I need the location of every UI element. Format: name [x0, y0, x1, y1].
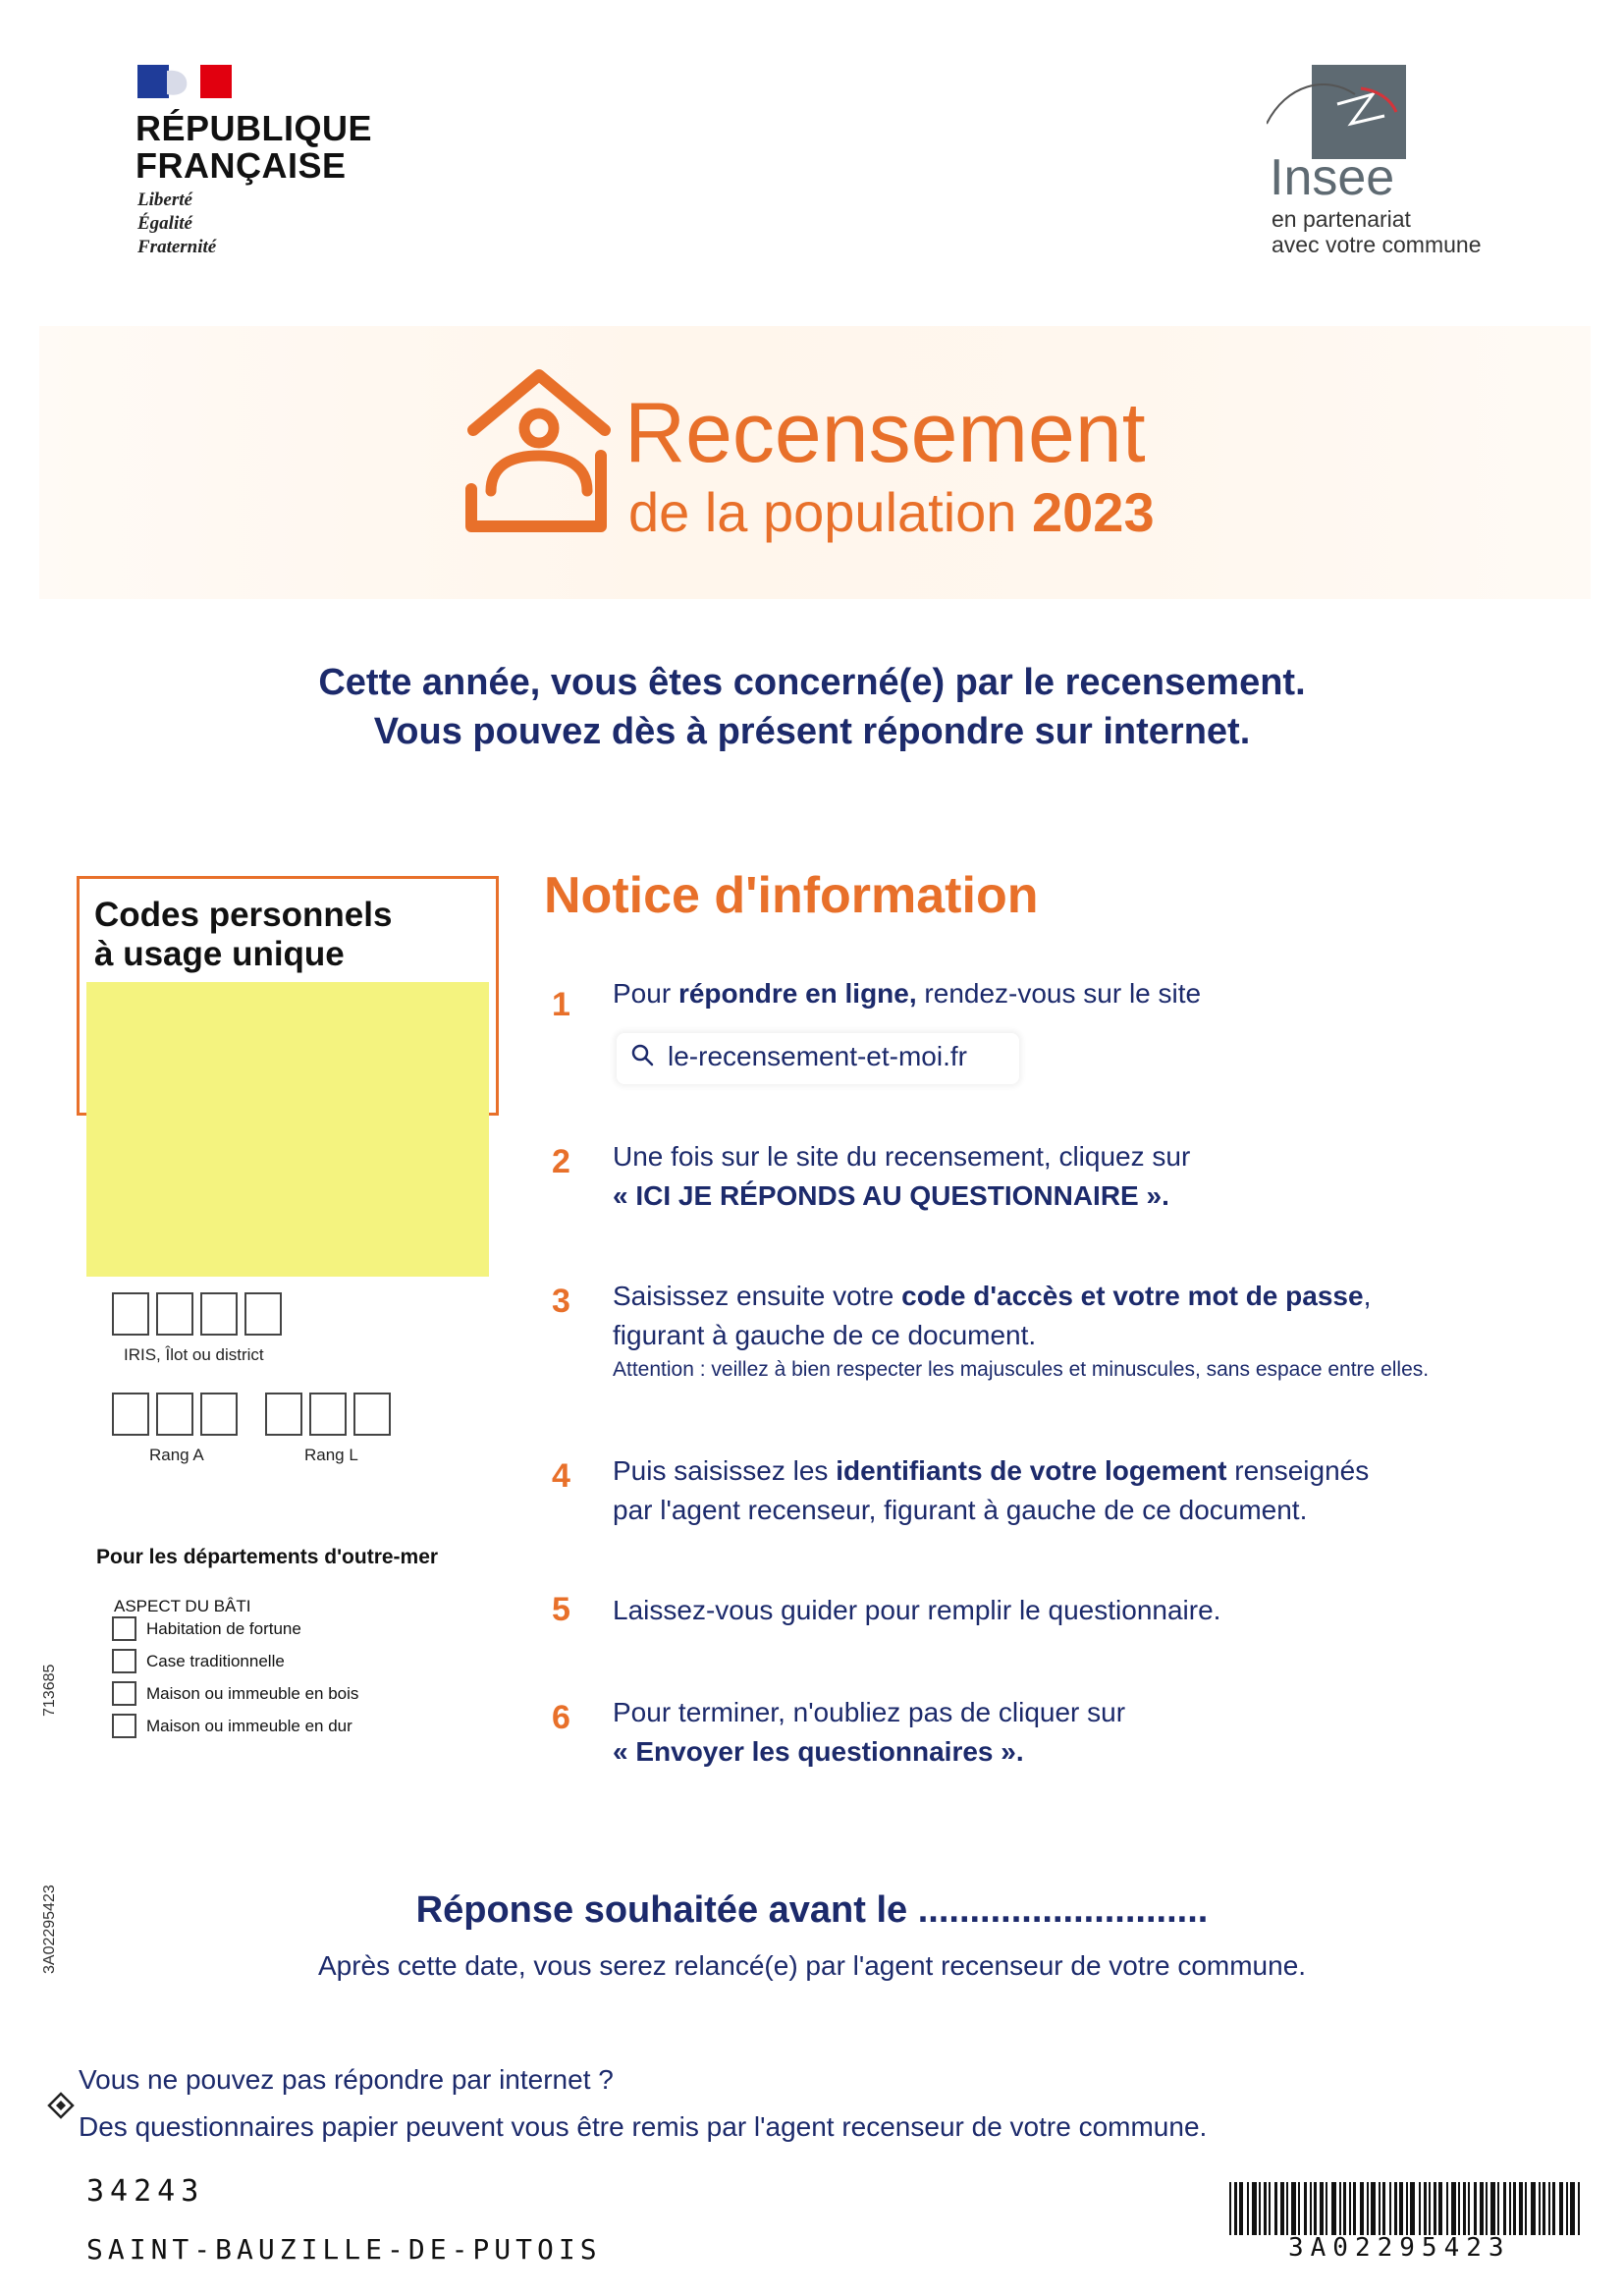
intro-text	[0, 658, 1624, 756]
barcode-bar	[1497, 2182, 1499, 2235]
step-5-text: Laissez-vous guider pour remplir le questionnaire.	[613, 1595, 1221, 1625]
barcode-bar	[1503, 2182, 1506, 2235]
aspect-checkbox[interactable]	[112, 1681, 136, 1706]
barcode-bar	[1234, 2182, 1237, 2235]
step-1-text	[613, 974, 1201, 1013]
iris-box[interactable]	[200, 1292, 238, 1336]
response-deadline-title: Réponse souhaitée avant le ............................	[415, 1889, 1209, 1931]
barcode-bar	[1320, 2182, 1324, 2235]
step-number: 4	[552, 1457, 570, 1495]
codes-title-line2: à usage unique	[94, 935, 345, 973]
search-icon	[628, 1041, 658, 1070]
rang-l-box[interactable]	[265, 1393, 302, 1436]
rang-a-box[interactable]	[112, 1393, 149, 1436]
iris-label: IRIS, Îlot ou district	[124, 1345, 264, 1364]
barcode-bar	[1274, 2182, 1277, 2235]
diamond-icon	[47, 2092, 75, 2119]
codes-title-line1: Codes personnels	[94, 896, 393, 934]
aspect-checkbox[interactable]	[112, 1616, 136, 1641]
barcode-bar	[1339, 2182, 1341, 2235]
barcode-bar	[1264, 2182, 1267, 2235]
iris-box[interactable]	[156, 1292, 193, 1336]
step-4-text	[613, 1451, 1369, 1530]
barcode-bar	[1419, 2182, 1421, 2235]
no-internet-answer: Des questionnaires papier peuvent vous être remis par l'agent recenseur de votre commune.	[79, 2111, 1208, 2142]
barcode-bar	[1304, 2182, 1307, 2235]
aspect-label: ASPECT DU BÂTI	[114, 1597, 251, 1615]
recensement-url-link[interactable]: le-recensement-et-moi.fr	[668, 1041, 967, 1071]
aspect-option[interactable]	[112, 1681, 358, 1706]
republique-line1: RÉPUBLIQUE	[135, 108, 373, 148]
barcode-bar	[1559, 2182, 1563, 2235]
barcode-bar	[1252, 2182, 1257, 2235]
barcode-icon	[1227, 2182, 1583, 2235]
barcode-bar	[1286, 2182, 1288, 2235]
barcode-bar	[1519, 2182, 1523, 2235]
barcode-bar	[1371, 2182, 1376, 2235]
step-1-bold: répondre en ligne,	[677, 978, 917, 1009]
step-2-line1: Une fois sur le site du recensement, cliquez sur	[613, 1141, 1191, 1172]
barcode-bar	[1468, 2182, 1470, 2235]
barcode-bar	[1548, 2182, 1550, 2235]
barcode-bar	[1367, 2182, 1369, 2235]
step-3-note: Attention : veillez à bien respecter les majuscules et minuscules, sans espace entre elles.	[613, 1358, 1430, 1381]
dom-title: Pour les départements d'outre-mer	[96, 1546, 439, 1568]
republique-francaise-name	[135, 110, 372, 185]
insee-partnership	[1272, 206, 1481, 257]
step-number: 6	[552, 1699, 570, 1736]
town-name: SAINT-BAUZILLE-DE-PUTOIS	[86, 2233, 602, 2266]
barcode-bar	[1509, 2182, 1511, 2235]
intro-line1: Cette année, vous êtes concerné(e) par le recensement.	[318, 662, 1306, 703]
barcode-bar	[1280, 2182, 1284, 2235]
barcode-bar	[1269, 2182, 1271, 2235]
barcode-bar	[1326, 2182, 1327, 2235]
aspect-checkbox[interactable]	[112, 1649, 136, 1673]
barcode-bar	[1229, 2182, 1231, 2235]
step-2-text	[613, 1137, 1190, 1216]
postcode: 34243	[86, 2174, 205, 2209]
step-3-post: ,	[1363, 1281, 1372, 1311]
aspect-option-label: Case traditionnelle	[146, 1651, 285, 1670]
step-3-text	[613, 1277, 1429, 1385]
barcode-bar	[1259, 2182, 1261, 2235]
step-4-line2: par l'agent recenseur, figurant à gauche de ce document.	[613, 1495, 1308, 1525]
barcode-bar	[1531, 2182, 1536, 2235]
barcode-bar	[1480, 2182, 1484, 2235]
iris-code-boxes[interactable]	[112, 1292, 289, 1336]
step-number: 1	[552, 986, 570, 1023]
iris-box[interactable]	[112, 1292, 149, 1336]
insee-sub-line2: avec votre commune	[1272, 232, 1482, 257]
aspect-option-label: Habitation de fortune	[146, 1618, 301, 1638]
rang-l-box[interactable]	[353, 1393, 391, 1436]
banner-title: Recensement	[624, 386, 1146, 480]
step-number: 2	[552, 1143, 570, 1180]
barcode-bar	[1353, 2182, 1356, 2235]
banner-subtitle	[628, 483, 1155, 542]
step-2-line2: « ICI JE RÉPONDS AU QUESTIONNAIRE ».	[613, 1180, 1169, 1211]
barcode-bar	[1424, 2182, 1427, 2235]
rang-a-boxes[interactable]	[112, 1393, 244, 1436]
barcode-bar	[1486, 2182, 1488, 2235]
insee-logo-icon	[1267, 65, 1406, 159]
barcode-bar	[1434, 2182, 1436, 2235]
motto-fraternite: Fraternité	[137, 237, 217, 257]
barcode-bar	[1566, 2182, 1568, 2235]
barcode-bar	[1543, 2182, 1545, 2235]
barcode-bar	[1490, 2182, 1495, 2235]
barcode-bar	[1552, 2182, 1555, 2235]
step-3-bold: code d'accès et votre mot de passe	[901, 1281, 1364, 1311]
house-person-icon	[461, 365, 617, 540]
motto-egalite: Égalité	[137, 213, 192, 234]
barcode-bar	[1247, 2182, 1249, 2235]
barcode-bar	[1513, 2182, 1516, 2235]
barcode-bar	[1429, 2182, 1431, 2235]
banner-subtitle-text: de la population	[628, 481, 1017, 543]
barcode-bar	[1298, 2182, 1300, 2235]
barcode-bar	[1399, 2182, 1403, 2235]
barcode-bar	[1291, 2182, 1296, 2235]
barcode-bar	[1525, 2182, 1527, 2235]
step-1-pre: Pour	[613, 978, 678, 1009]
no-internet-question: Vous ne pouvez pas répondre par internet ?	[79, 2064, 614, 2095]
republic-motto	[137, 189, 216, 259]
barcode-bar	[1438, 2182, 1442, 2235]
barcode-bar	[1570, 2182, 1575, 2235]
codes-title	[94, 896, 392, 974]
rang-a-box[interactable]	[156, 1393, 193, 1436]
aspect-option[interactable]	[112, 1649, 285, 1673]
step-3-line2: figurant à gauche de ce document.	[613, 1320, 1037, 1350]
step-6-line2: « Envoyer les questionnaires ».	[613, 1736, 1024, 1767]
motto-liberte: Liberté	[137, 190, 192, 210]
barcode-bar	[1349, 2182, 1351, 2235]
intro-line2: Vous pouvez dès à présent répondre sur internet.	[373, 711, 1251, 752]
barcode-bar	[1451, 2182, 1456, 2235]
side-code-2: 3A02295423	[41, 1885, 58, 1974]
step-number: 5	[552, 1591, 570, 1628]
barcode-bar	[1539, 2182, 1541, 2235]
step-6-line1: Pour terminer, n'oubliez pas de cliquer sur	[613, 1697, 1126, 1727]
rang-a-box[interactable]	[200, 1393, 238, 1436]
barcode-bar	[1474, 2182, 1477, 2235]
step-4-pre: Puis saisissez les	[613, 1455, 837, 1486]
barcode-bar	[1410, 2182, 1415, 2235]
barcode-bar	[1331, 2182, 1336, 2235]
barcode-bar	[1343, 2182, 1346, 2235]
step-4-bold: identifiants de votre logement	[836, 1455, 1227, 1486]
insee-sub-line1: en partenariat	[1272, 206, 1411, 232]
banner-year: 2023	[1032, 481, 1155, 543]
aspect-option-label: Maison ou immeuble en bois	[146, 1683, 359, 1703]
marianne-logo	[137, 65, 232, 98]
iris-box[interactable]	[244, 1292, 282, 1336]
rang-a-label: Rang A	[149, 1446, 204, 1464]
barcode-bar	[1406, 2182, 1408, 2235]
barcode-bar	[1578, 2182, 1580, 2235]
barcode-bar	[1446, 2182, 1448, 2235]
barcode-bar	[1389, 2182, 1391, 2235]
barcode-number: 3A02295423	[1288, 2233, 1511, 2263]
response-deadline-subtitle: Après cette date, vous serez relancé(e) par l'agent recenseur de votre commune.	[317, 1950, 1307, 1981]
rang-l-boxes[interactable]	[265, 1393, 398, 1436]
aspect-option[interactable]	[112, 1714, 352, 1738]
insee-name: Insee	[1270, 149, 1395, 206]
notice-title: Notice d'information	[544, 867, 1039, 924]
barcode-bar	[1394, 2182, 1397, 2235]
step-6-text	[613, 1693, 1125, 1772]
republique-line2: FRANÇAISE	[135, 145, 347, 186]
step-4-post: renseignés	[1226, 1455, 1370, 1486]
aspect-checkbox[interactable]	[112, 1714, 136, 1738]
barcode-bar	[1360, 2182, 1364, 2235]
rang-l-box[interactable]	[309, 1393, 347, 1436]
side-code-1: 713685	[41, 1664, 58, 1717]
barcode-bar	[1379, 2182, 1380, 2235]
barcode-bar	[1458, 2182, 1460, 2235]
step-3-pre: Saisissez ensuite votre	[613, 1281, 902, 1311]
aspect-option-label: Maison ou immeuble en dur	[146, 1716, 352, 1735]
barcode-bar	[1382, 2182, 1385, 2235]
barcode-bar	[1463, 2182, 1466, 2235]
sticky-note-redaction	[86, 982, 489, 1277]
barcode-bar	[1310, 2182, 1312, 2235]
barcode-bar	[1239, 2182, 1243, 2235]
barcode-bar	[1314, 2182, 1317, 2235]
aspect-option[interactable]	[112, 1616, 301, 1641]
step-1-post: rendez-vous sur le site	[916, 978, 1202, 1009]
rang-l-label: Rang L	[304, 1446, 358, 1464]
step-number: 3	[552, 1283, 570, 1320]
